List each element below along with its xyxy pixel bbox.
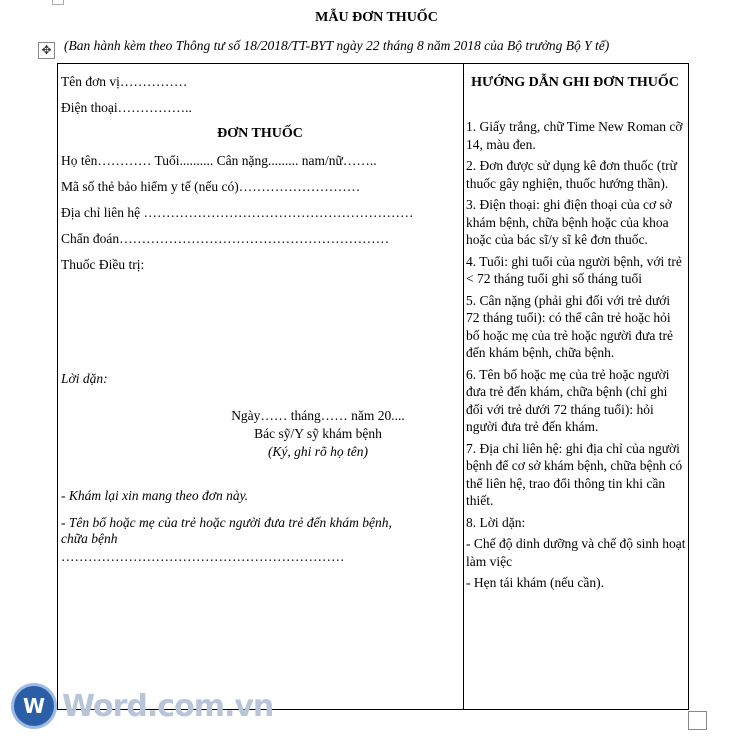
form-heading: ĐƠN THUỐC <box>217 126 303 141</box>
watermark-text: Word.com.vn <box>62 688 274 724</box>
guide-item: 7. Địa chỉ liên hệ: ghi địa chỉ của người bệnh để cơ sở khám bệnh, chữa bệnh có thể liên hệ, trao đổi thông tin khi cần thiết. <box>466 440 683 508</box>
revisit-note: - Khám lại xin mang theo đơn này. <box>61 488 249 503</box>
diagnosis-line: Chẩn đoán…………………………………………………… <box>61 231 390 246</box>
address-line: Địa chỉ liên hệ …………………………………………………… <box>61 205 414 220</box>
signature-line: (Ký, ghi rõ họ tên) <box>267 444 369 459</box>
page-corner-marker <box>52 0 64 5</box>
word-logo-icon: W <box>14 686 54 726</box>
guide-item: 5. Cân nặng (phải ghi đối với trẻ dưới 72 tháng tuổi): có thể cân trẻ hoặc hỏi bố hoặc mẹ của trẻ hoặc người đưa trẻ đến khám bệnh, chữa bệnh. <box>466 292 673 360</box>
date-line: Ngày…… tháng…… năm 20.... <box>231 408 405 423</box>
treatment-line: Thuốc Điều trị: <box>61 257 145 272</box>
patient-info-line: Họ tên………… Tuổi.......... Cân nặng......... nam/nữ…….. <box>61 153 377 168</box>
guide-item: 1. Giấy trắng, chữ Time New Roman cỡ 14, màu đen. <box>466 119 683 152</box>
document-subtitle: (Ban hành kèm theo Thông tư số 18/2018/TT-BYT ngày 22 tháng 8 năm 2018 của Bộ trưởng Bộ Y tế) <box>64 38 610 53</box>
guide-cell[interactable] <box>464 64 686 709</box>
table-move-handle-icon[interactable]: ✥ <box>38 42 55 59</box>
doctor-line: Bác sỹ/Y sỹ khám bệnh <box>254 426 382 441</box>
prescription-form-cell[interactable] <box>58 64 462 709</box>
dotted-line: ……………………………………………………… <box>61 549 345 564</box>
advice-line: Lời dặn: <box>61 371 108 386</box>
document-title: MẪU ĐƠN THUỐC <box>315 10 438 25</box>
parent-name-note: - Tên bố hoặc mẹ của trẻ hoặc người đưa trẻ đến khám bệnh, <box>61 515 392 530</box>
unit-name-line: Tên đơn vị…………… <box>61 74 188 89</box>
guide-item: 3. Điện thoại: ghi điện thoại của cơ sở khám bệnh, chữa bệnh hoặc của khoa hoặc của bác sĩ/y sĩ kê đơn thuốc. <box>466 197 672 247</box>
guide-item: 6. Tên bố hoặc mẹ của trẻ hoặc người đưa trẻ đến khám, chữa bệnh (chỉ ghi đối với trẻ dưới 72 tháng tuổi): hỏi người đưa trẻ đến khám. <box>466 366 670 434</box>
guide-list <box>466 118 686 596</box>
insurance-line: Mã số thẻ bảo hiểm y tế (nếu có)……………………… <box>61 179 361 194</box>
watermark-logo <box>14 686 273 726</box>
guide-heading: HƯỚNG DẪN GHI ĐƠN THUỐC <box>471 75 679 90</box>
guide-item: - Hẹn tái khám (nếu cần). <box>466 575 604 590</box>
guide-item: - Chế độ dinh dưỡng và chế độ sinh hoạt làm việc <box>466 536 686 569</box>
table-resize-handle-icon[interactable] <box>688 711 707 730</box>
guide-item: 4. Tuổi: ghi tuổi của người bệnh, với trẻ < 72 tháng tuổi ghi số tháng tuổi <box>466 253 682 286</box>
prescription-table <box>57 63 689 710</box>
guide-item: 8. Lời dặn: <box>466 514 526 530</box>
guide-item: 2. Đơn được sử dụng kê đơn thuốc (trừ thuốc gây nghiện, thuốc hướng thần). <box>466 158 677 191</box>
phone-line: Điện thoại…………….. <box>61 100 192 115</box>
parent-name-note-cont: chữa bệnh <box>61 531 118 546</box>
